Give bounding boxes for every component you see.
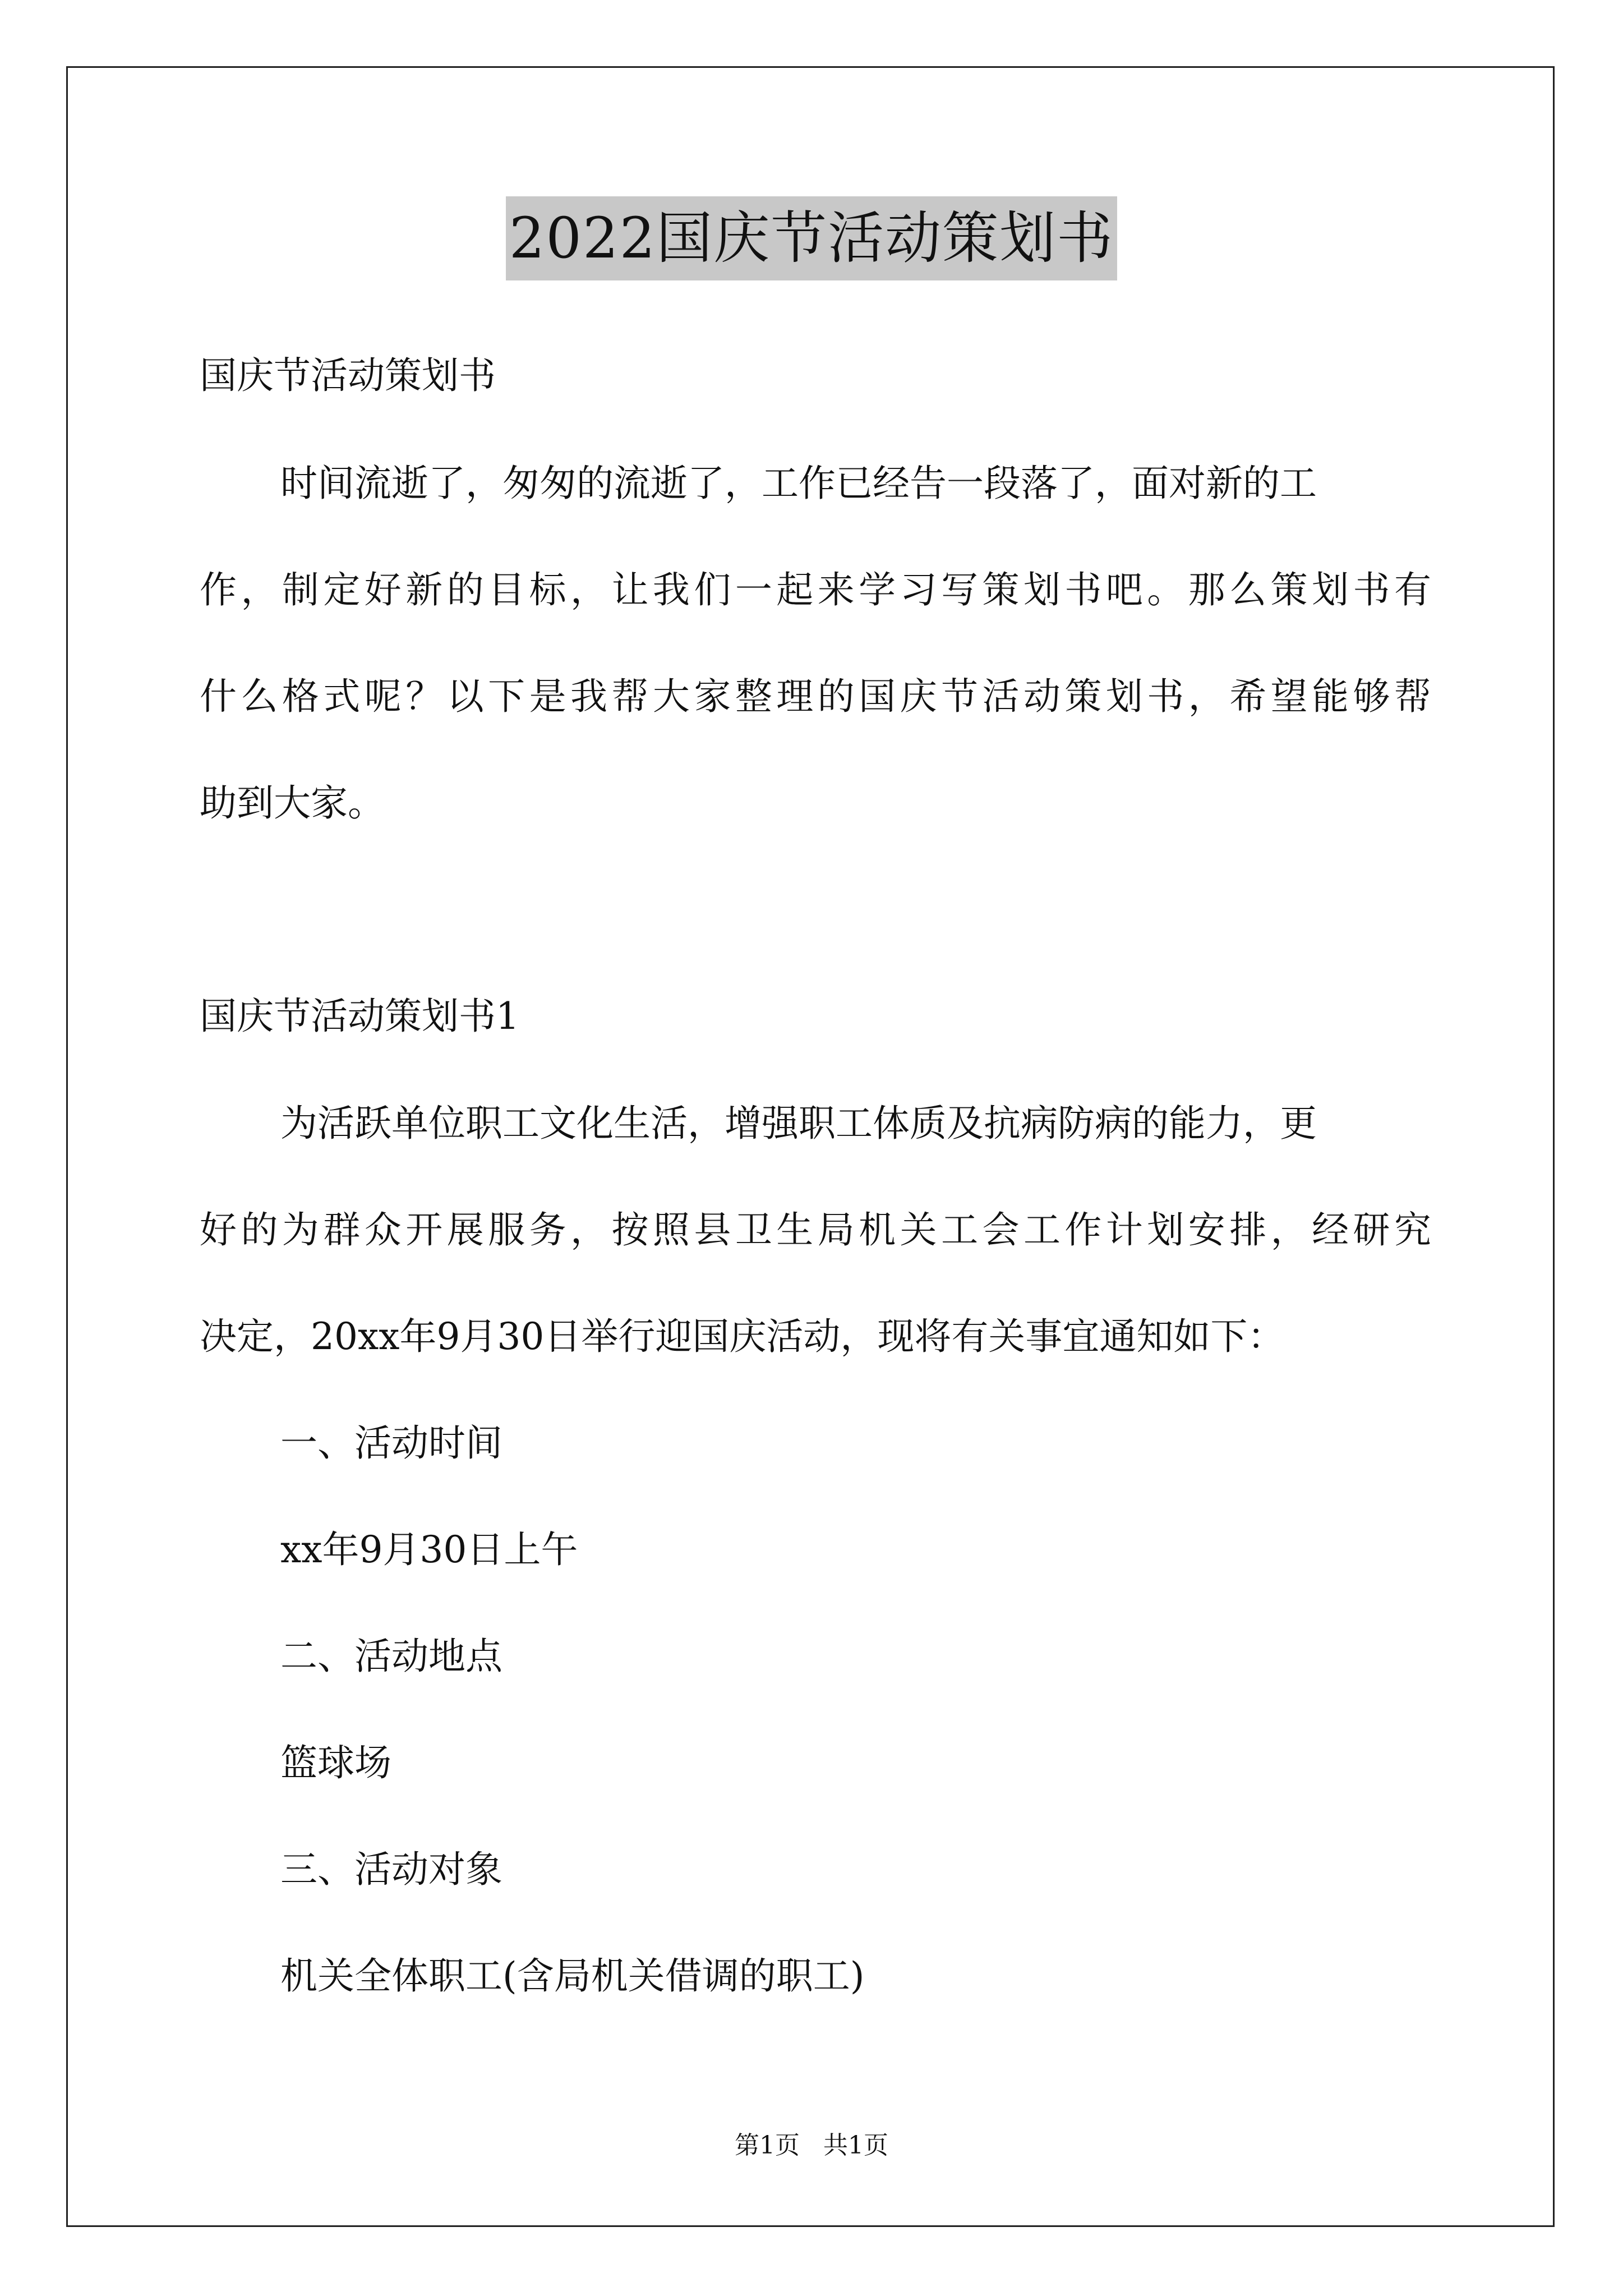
- intro-line-1: 时间流逝了，匆匆的流逝了，工作已经告一段落了，面对新的工: [280, 462, 1317, 505]
- intro-line-2: 作，制定好新的目标，让我们一起来学习写策划书吧。那么策划书有: [200, 568, 1433, 611]
- section-heading: 国庆节活动策划书1: [200, 995, 519, 1038]
- item-heading-place: 二、活动地点: [280, 1635, 502, 1678]
- para-line-2: 好的为群众开展服务，按照县卫生局机关工会工作计划安排，经研究: [200, 1208, 1433, 1251]
- item-value-time: xx年9月30日上午: [280, 1528, 578, 1571]
- item-heading-time: 一、活动时间: [280, 1421, 502, 1465]
- page-footer: [0, 2129, 1623, 2162]
- page-number: 第1页: [735, 2131, 800, 2160]
- item-value-target: 机关全体职工(含局机关借调的职工): [280, 1954, 865, 1998]
- para-line-3: 决定，20xx年9月30日举行迎国庆活动，现将有关事宜通知如下：: [200, 1315, 1285, 1358]
- intro-line-4: 助到大家。: [200, 781, 385, 825]
- subtitle: 国庆节活动策划书: [200, 354, 496, 397]
- title-container: [0, 196, 1623, 280]
- page-total: 共1页: [823, 2131, 888, 2160]
- item-heading-target: 三、活动对象: [280, 1848, 502, 1891]
- intro-line-3: 什么格式呢？以下是我帮大家整理的国庆节活动策划书，希望能够帮: [200, 675, 1433, 718]
- para-line-1: 为活跃单位职工文化生活，增强职工体质及抗病防病的能力，更: [280, 1102, 1317, 1145]
- document-title: 2022国庆节活动策划书: [506, 196, 1118, 280]
- item-value-place: 篮球场: [280, 1741, 391, 1784]
